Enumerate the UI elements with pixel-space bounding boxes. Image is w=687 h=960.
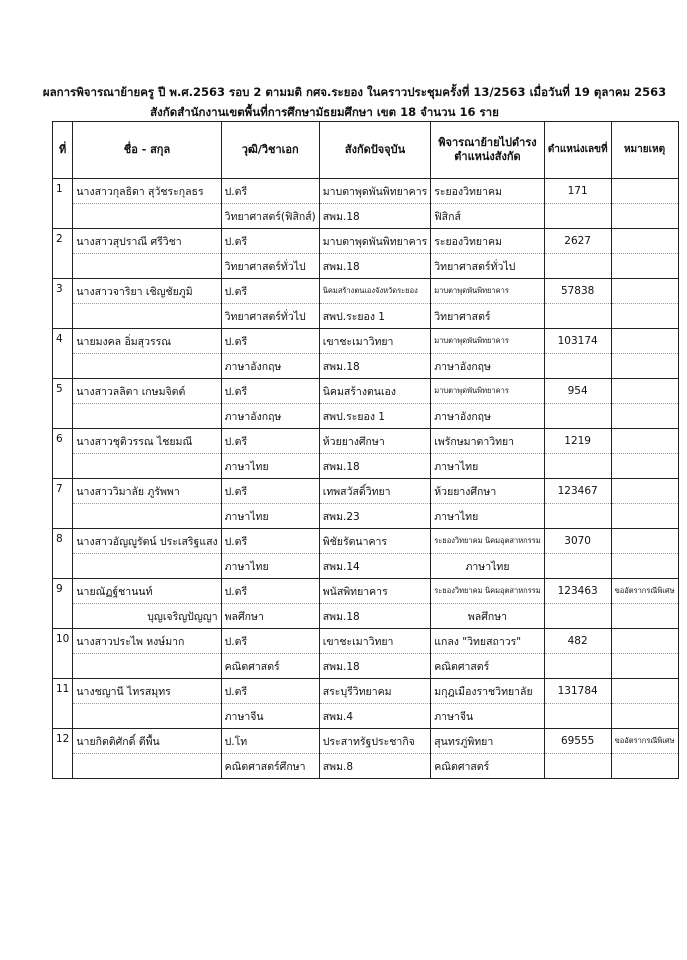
empty-cell <box>611 504 678 529</box>
table-row <box>53 479 679 504</box>
table-row <box>53 229 679 254</box>
major: ภาษาจีน <box>221 704 319 729</box>
target-school: มาบตาพุดพันพิทยาคาร <box>431 379 544 404</box>
major: คณิตศาสตร์ศึกษา <box>221 754 319 779</box>
current-school: เทพสวัสดิ์วิทยา <box>319 479 431 504</box>
document-title: ผลการพิจารณาย้ายครู ปี พ.ศ.2563 รอบ 2 ตามมติ กศจ.ระยอง ในคราวประชุมครั้งที่ 13/2563 เมื่อวันที่ 19 ตุลาคม 2563 <box>42 85 667 99</box>
remark <box>611 629 678 654</box>
teacher-name: นางสาวประไพ หงษ์มาก <box>73 629 221 654</box>
current-area: สพม.18 <box>319 604 431 629</box>
table-row <box>53 579 679 604</box>
degree: ป.ตรี <box>221 629 319 654</box>
current-area: สพป.ระยอง 1 <box>319 404 431 429</box>
remark <box>611 679 678 704</box>
teacher-name-cont <box>73 554 221 579</box>
empty-cell <box>544 704 611 729</box>
table-row-detail <box>53 554 679 579</box>
current-area: สพม.23 <box>319 504 431 529</box>
target-school: มาบตาพุดพันพิทยาคาร <box>431 279 544 304</box>
target-subject: คณิตศาสตร์ <box>431 654 544 679</box>
empty-cell <box>544 304 611 329</box>
target-subject: พลศึกษา <box>431 604 544 629</box>
current-school: ประสาทรัฐประชากิจ <box>319 729 431 754</box>
position-number: 131784 <box>544 679 611 704</box>
current-school: ห้วยยางศึกษา <box>319 429 431 454</box>
position-number: 123467 <box>544 479 611 504</box>
teacher-name: นางสาววิมาลัย ภูรัพพา <box>73 479 221 504</box>
row-number: 11 <box>53 679 73 729</box>
teacher-name-cont <box>73 504 221 529</box>
empty-cell <box>544 554 611 579</box>
header-position-no: ตำแหน่งเลขที่ <box>544 122 611 179</box>
table-row-detail <box>53 754 679 779</box>
empty-cell <box>611 654 678 679</box>
major: วิทยาศาสตร์ทั่วไป <box>221 254 319 279</box>
teacher-name-cont <box>73 654 221 679</box>
remark: ขออัตรากรณีพิเศษ <box>611 579 678 604</box>
position-number: 103174 <box>544 329 611 354</box>
major: ภาษาไทย <box>221 504 319 529</box>
empty-cell <box>611 704 678 729</box>
target-subject: คณิตศาสตร์ <box>431 754 544 779</box>
target-school: ระยองวิทยาคม นิคมอุตสาหกรรม <box>431 529 544 554</box>
position-number: 123463 <box>544 579 611 604</box>
empty-cell <box>544 754 611 779</box>
target-school: ระยองวิทยาคม นิคมอุตสาหกรรม <box>431 579 544 604</box>
target-school: มกุฎเมืองราชวิทยาลัย <box>431 679 544 704</box>
teacher-name-cont <box>73 704 221 729</box>
remark: ขออัตรากรณีพิเศษ <box>611 729 678 754</box>
empty-cell <box>611 554 678 579</box>
teacher-name-cont <box>73 304 221 329</box>
major: พลศึกษา <box>221 604 319 629</box>
document-subtitle: สังกัดสำนักงานเขตพื้นที่การศึกษามัธยมศึกษา เขต 18 จำนวน 16 ราย <box>150 105 499 119</box>
current-school: นิคมสร้างตนเองจังหวัดระยอง <box>319 279 431 304</box>
degree: ป.ตรี <box>221 679 319 704</box>
table-row <box>53 529 679 554</box>
teacher-name: นางสาวอัญญูรัตน์ ประเสริฐแสง <box>73 529 221 554</box>
degree: ป.ตรี <box>221 379 319 404</box>
current-area: สพม.18 <box>319 454 431 479</box>
degree: ป.ตรี <box>221 429 319 454</box>
major: วิทยาศาสตร์ทั่วไป <box>221 304 319 329</box>
row-number: 10 <box>53 629 73 679</box>
current-area: สพม.18 <box>319 204 431 229</box>
position-number: 1219 <box>544 429 611 454</box>
empty-cell <box>611 254 678 279</box>
target-school: ห้วยยางศึกษา <box>431 479 544 504</box>
position-number: 3070 <box>544 529 611 554</box>
empty-cell <box>611 404 678 429</box>
major: ภาษาอังกฤษ <box>221 354 319 379</box>
degree: ป.ตรี <box>221 329 319 354</box>
degree: ป.ตรี <box>221 529 319 554</box>
empty-cell <box>611 754 678 779</box>
teacher-name: นางสาวจาริยา เชิญชัยภูมิ <box>73 279 221 304</box>
table-row-detail <box>53 304 679 329</box>
row-number: 12 <box>53 729 73 779</box>
row-number: 7 <box>53 479 73 529</box>
teacher-name-cont <box>73 204 221 229</box>
target-school: ระยองวิทยาคม <box>431 179 544 204</box>
row-number: 8 <box>53 529 73 579</box>
empty-cell <box>544 654 611 679</box>
target-subject: ภาษาไทย <box>431 454 544 479</box>
empty-cell <box>611 204 678 229</box>
current-school: มาบตาพุดพันพิทยาคาร <box>319 229 431 254</box>
table-row-detail <box>53 654 679 679</box>
empty-cell <box>544 204 611 229</box>
target-school: มาบตาพุดพันพิทยาคาร <box>431 329 544 354</box>
target-subject: วิทยาศาสตร์ <box>431 304 544 329</box>
target-subject: วิทยาศาสตร์ทั่วไป <box>431 254 544 279</box>
teacher-name: นางสาวสุปราณี ศรีวิชา <box>73 229 221 254</box>
current-school: นิคมสร้างตนเอง <box>319 379 431 404</box>
table-row <box>53 629 679 654</box>
target-subject: ภาษาอังกฤษ <box>431 404 544 429</box>
target-subject: ภาษาไทย <box>431 554 544 579</box>
table-row-detail <box>53 504 679 529</box>
table-row-detail <box>53 354 679 379</box>
table-row-detail <box>53 604 679 629</box>
target-subject: ภาษาจีน <box>431 704 544 729</box>
header-no: ที่ <box>53 122 73 179</box>
degree: ป.ตรี <box>221 229 319 254</box>
row-number: 3 <box>53 279 73 329</box>
teacher-name: นายมงคล อิ่มสุวรรณ <box>73 329 221 354</box>
position-number: 57838 <box>544 279 611 304</box>
degree: ป.ตรี <box>221 179 319 204</box>
current-area: สพม.18 <box>319 354 431 379</box>
position-number: 482 <box>544 629 611 654</box>
table-row <box>53 329 679 354</box>
teacher-name-cont <box>73 754 221 779</box>
teacher-name: นายกิตติศักดิ์ ตีพื้น <box>73 729 221 754</box>
table-row-detail <box>53 404 679 429</box>
header-remark: หมายเหตุ <box>611 122 678 179</box>
table-row <box>53 379 679 404</box>
major: ภาษาไทย <box>221 454 319 479</box>
current-area: สพม.8 <box>319 754 431 779</box>
major: ภาษาอังกฤษ <box>221 404 319 429</box>
degree: ป.โท <box>221 729 319 754</box>
table-row <box>53 179 679 204</box>
remark <box>611 179 678 204</box>
header-name: ชื่อ - สกุล <box>73 122 221 179</box>
current-area: สพม.18 <box>319 654 431 679</box>
empty-cell <box>611 304 678 329</box>
remark <box>611 479 678 504</box>
table-body <box>53 179 679 779</box>
table-row-detail <box>53 454 679 479</box>
table-row <box>53 729 679 754</box>
target-school: สุนทรภู่พิทยา <box>431 729 544 754</box>
teacher-name: นางสาวลลิตา เกษมจิตต์ <box>73 379 221 404</box>
teacher-name: นางสาวชุติวรรณ ไชยมณี <box>73 429 221 454</box>
degree: ป.ตรี <box>221 579 319 604</box>
row-number: 9 <box>53 579 73 629</box>
target-school: แกลง "วิทยสถาวร" <box>431 629 544 654</box>
current-school: เขาชะเมาวิทยา <box>319 329 431 354</box>
position-number: 69555 <box>544 729 611 754</box>
header-degree: วุฒิ/วิชาเอก <box>221 122 319 179</box>
empty-cell <box>544 354 611 379</box>
current-school: เขาชะเมาวิทยา <box>319 629 431 654</box>
teacher-name-cont <box>73 404 221 429</box>
major: วิทยาศาสตร์(ฟิสิกส์) <box>221 204 319 229</box>
current-area: สพป.ระยอง 1 <box>319 304 431 329</box>
empty-cell <box>611 604 678 629</box>
header-target: พิจารณาย้ายไปดำรงตำแหน่งสังกัด <box>431 122 544 179</box>
remark <box>611 529 678 554</box>
table-row-detail <box>53 704 679 729</box>
empty-cell <box>611 454 678 479</box>
empty-cell <box>544 454 611 479</box>
remark <box>611 229 678 254</box>
empty-cell <box>544 404 611 429</box>
teacher-name-cont <box>73 254 221 279</box>
position-number: 171 <box>544 179 611 204</box>
teacher-name-cont: บุญเจริญปัญญา <box>73 604 221 629</box>
row-number: 5 <box>53 379 73 429</box>
table-row-detail <box>53 254 679 279</box>
position-number: 2627 <box>544 229 611 254</box>
table-row <box>53 679 679 704</box>
current-area: สพม.18 <box>319 254 431 279</box>
teacher-name: นายณัฏฐ์ชานนท์ <box>73 579 221 604</box>
position-number: 954 <box>544 379 611 404</box>
empty-cell <box>544 504 611 529</box>
table-header-row <box>53 122 679 179</box>
table-row <box>53 279 679 304</box>
target-subject: ฟิสิกส์ <box>431 204 544 229</box>
remark <box>611 379 678 404</box>
empty-cell <box>544 254 611 279</box>
teacher-name: นางชญานี ไทรสมุทร <box>73 679 221 704</box>
current-area: สพม.4 <box>319 704 431 729</box>
row-number: 2 <box>53 229 73 279</box>
empty-cell <box>611 354 678 379</box>
table-row-detail <box>53 204 679 229</box>
current-school: สระบุรีวิทยาคม <box>319 679 431 704</box>
target-school: เพรักษมาตาวิทยา <box>431 429 544 454</box>
degree: ป.ตรี <box>221 479 319 504</box>
row-number: 4 <box>53 329 73 379</box>
remark <box>611 429 678 454</box>
major: คณิตศาสตร์ <box>221 654 319 679</box>
row-number: 1 <box>53 179 73 229</box>
current-school: พิชัยรัตนาคาร <box>319 529 431 554</box>
current-school: มาบตาพุดพันพิทยาคาร <box>319 179 431 204</box>
major: ภาษาไทย <box>221 554 319 579</box>
target-subject: ภาษาไทย <box>431 504 544 529</box>
teacher-name-cont <box>73 454 221 479</box>
degree: ป.ตรี <box>221 279 319 304</box>
row-number: 6 <box>53 429 73 479</box>
teacher-name: นางสาวกุลธิดา สุวัชระกุลธร <box>73 179 221 204</box>
table-row <box>53 429 679 454</box>
target-school: ระยองวิทยาคม <box>431 229 544 254</box>
empty-cell <box>544 604 611 629</box>
teacher-name-cont <box>73 354 221 379</box>
remark <box>611 329 678 354</box>
transfer-table <box>52 121 679 779</box>
remark <box>611 279 678 304</box>
header-current: สังกัดปัจจุบัน <box>319 122 431 179</box>
target-subject: ภาษาอังกฤษ <box>431 354 544 379</box>
current-area: สพม.14 <box>319 554 431 579</box>
current-school: พนัสพิทยาคาร <box>319 579 431 604</box>
